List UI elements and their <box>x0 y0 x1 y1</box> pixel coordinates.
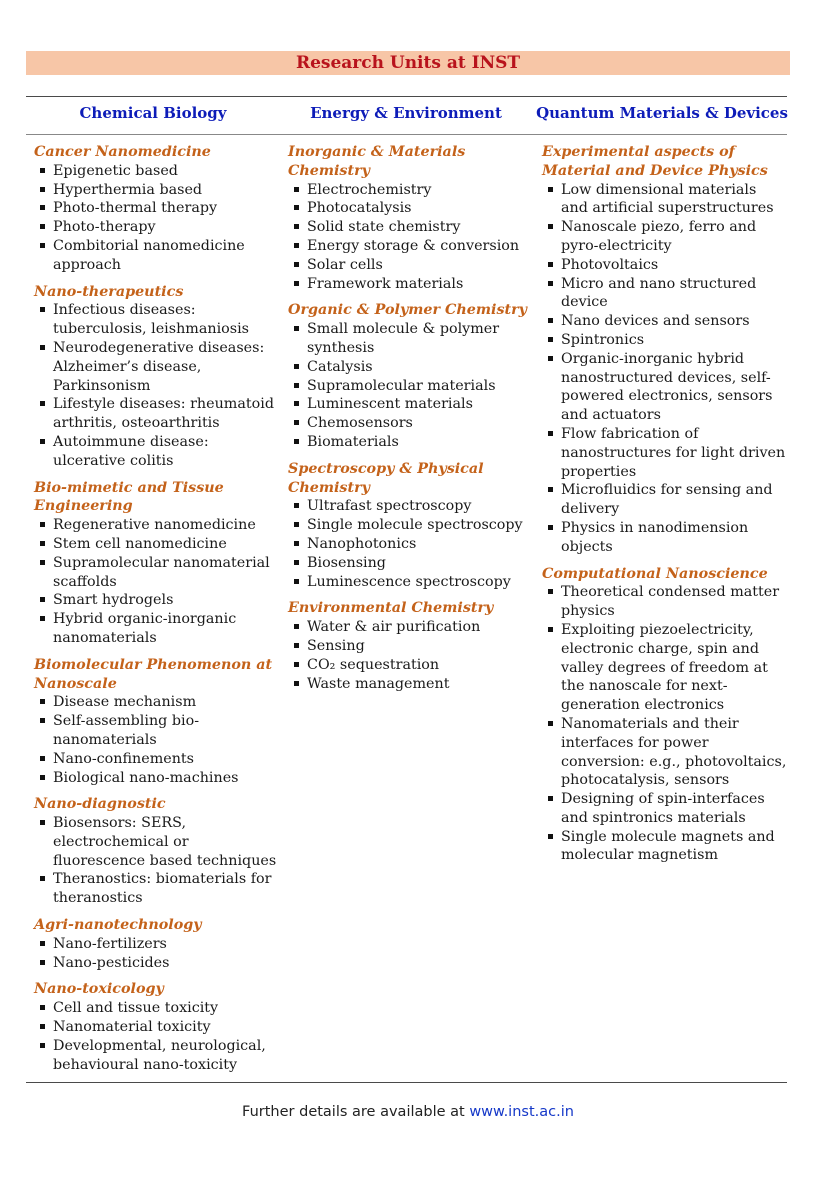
research-group-title: Bio-mimetic and Tissue Engineering <box>34 479 224 515</box>
topic-list <box>34 935 284 973</box>
research-group <box>542 565 787 866</box>
topic-list <box>542 583 787 865</box>
topic-item: Autoimmune disease: ulcerative colitis <box>34 433 284 471</box>
topic-item: Small molecule & polymer synthesis <box>288 320 538 358</box>
page-title-banner <box>26 51 790 75</box>
topic-item: Designing of spin-interfaces and spintronics materials <box>542 790 787 828</box>
topic-item: Biological nano-machines <box>34 769 284 788</box>
research-group <box>34 980 284 1074</box>
topic-item: Single molecule spectroscopy <box>288 516 538 535</box>
topic-item: Neurodegenerative diseases: Alzheimer’s disease, Parkinsonism <box>34 339 284 395</box>
research-group-title: Organic & Polymer Chemistry <box>288 302 527 319</box>
website-link[interactable]: www.inst.ac.in <box>469 1104 574 1120</box>
bottom-divider <box>26 1082 787 1083</box>
topic-item: Regenerative nanomedicine <box>34 516 284 535</box>
column-quantum-materials <box>542 143 787 873</box>
topic-item: Photo-therapy <box>34 218 284 237</box>
topic-item: Nano devices and sensors <box>542 312 787 331</box>
topic-item: Smart hydrogels <box>34 591 284 610</box>
topic-list <box>34 999 284 1074</box>
research-group <box>288 301 538 451</box>
topic-item: Water & air purification <box>288 618 538 637</box>
topic-item: Nanophotonics <box>288 535 538 554</box>
topic-item: Photocatalysis <box>288 199 538 218</box>
topic-item: Epigenetic based <box>34 162 284 181</box>
research-group <box>34 916 284 972</box>
topic-list <box>34 162 284 275</box>
topic-list <box>288 320 538 452</box>
column-heading-energy-environment: Energy & Environment <box>310 104 502 122</box>
topic-item: Ultrafast spectroscopy <box>288 497 538 516</box>
research-group <box>34 479 284 648</box>
topic-item: Photovoltaics <box>542 256 787 275</box>
topic-item: Energy storage & conversion <box>288 237 538 256</box>
topic-item: Disease mechanism <box>34 693 284 712</box>
topic-item: Supramolecular materials <box>288 377 538 396</box>
column-chemical-biology <box>34 143 284 1082</box>
topic-item: Physics in nanodimension objects <box>542 519 787 557</box>
topic-list <box>34 814 284 908</box>
research-group-title: Computational Nanoscience <box>542 565 768 582</box>
topic-item: Luminescence spectroscopy <box>288 573 538 592</box>
research-group-title: Agri-nanotechnology <box>34 917 202 934</box>
topic-item: Supramolecular nanomaterial scaffolds <box>34 554 284 592</box>
topic-list <box>542 181 787 557</box>
topic-item: CO₂ sequestration <box>288 656 538 675</box>
topic-item: Self-assembling bio-nanomaterials <box>34 712 284 750</box>
topic-item: Biosensors: SERS, electrochemical or fluorescence based techniques <box>34 814 284 870</box>
topic-item: Biomaterials <box>288 433 538 452</box>
research-group-title: Spectroscopy & Physical Chemistry <box>288 460 484 496</box>
topic-item: Framework materials <box>288 275 538 294</box>
top-divider <box>26 96 787 97</box>
topic-list <box>288 497 538 591</box>
footer <box>0 1104 816 1120</box>
column-heading-chemical-biology: Chemical Biology <box>79 104 227 122</box>
research-group-title: Nano-therapeutics <box>34 283 184 300</box>
topic-item: Microfluidics for sensing and delivery <box>542 481 787 519</box>
research-group <box>34 143 284 275</box>
topic-item: Luminescent materials <box>288 395 538 414</box>
topic-item: Nanomaterial toxicity <box>34 1018 284 1037</box>
topic-list <box>34 693 284 787</box>
topic-item: Nanoscale piezo, ferro and pyro-electricity <box>542 218 787 256</box>
topic-item: Developmental, neurological, behavioural nano-toxicity <box>34 1037 284 1075</box>
topic-item: Infectious diseases: tuberculosis, leishmaniosis <box>34 301 284 339</box>
topic-item: Lifestyle diseases: rheumatoid arthritis, osteoarthritis <box>34 395 284 433</box>
column-heading-quantum-materials: Quantum Materials & Devices <box>536 104 788 122</box>
topic-item: Low dimensional materials and artificial superstructures <box>542 181 787 219</box>
topic-item: Solar cells <box>288 256 538 275</box>
topic-item: Combitorial nanomedicine approach <box>34 237 284 275</box>
topic-list <box>288 181 538 294</box>
research-group <box>542 143 787 557</box>
research-group-title: Biomolecular Phenomenon at Nanoscale <box>34 656 273 692</box>
topic-item: Solid state chemistry <box>288 218 538 237</box>
research-group <box>288 143 538 293</box>
topic-list <box>34 301 284 470</box>
topic-item: Theranostics: biomaterials for theranostics <box>34 870 284 908</box>
topic-item: Chemosensors <box>288 414 538 433</box>
page-title: Research Units at INST <box>295 53 521 73</box>
topic-list <box>34 516 284 648</box>
topic-item: Nano-pesticides <box>34 954 284 973</box>
topic-item: Nano-fertilizers <box>34 935 284 954</box>
topic-item: Hyperthermia based <box>34 181 284 200</box>
topic-item: Theoretical condensed matter physics <box>542 583 787 621</box>
research-group <box>34 795 284 908</box>
research-group <box>34 283 284 471</box>
topic-item: Single molecule magnets and molecular magnetism <box>542 828 787 866</box>
topic-item: Electrochemistry <box>288 181 538 200</box>
research-group-title: Experimental aspects of Material and Device Physics <box>542 144 768 179</box>
topic-item: Organic-inorganic hybrid nanostructured devices, self-powered electronics, sensors and actuators <box>542 350 787 425</box>
research-group-title: Nano-diagnostic <box>34 796 166 813</box>
topic-item: Stem cell nanomedicine <box>34 535 284 554</box>
topic-list <box>288 618 538 693</box>
topic-item: Waste management <box>288 675 538 694</box>
topic-item: Spintronics <box>542 331 787 350</box>
topic-item: Photo-thermal therapy <box>34 199 284 218</box>
topic-item: Hybrid organic-inorganic nanomaterials <box>34 610 284 648</box>
research-group-title: Environmental Chemistry <box>288 600 494 617</box>
research-group <box>288 599 538 693</box>
topic-item: Sensing <box>288 637 538 656</box>
research-group-title: Cancer Nanomedicine <box>34 144 211 160</box>
topic-item: Biosensing <box>288 554 538 573</box>
topic-item: Micro and nano structured device <box>542 275 787 313</box>
column-energy-environment <box>288 143 538 701</box>
research-group <box>34 656 284 788</box>
research-group <box>288 460 538 592</box>
topic-item: Flow fabrication of nanostructures for light driven properties <box>542 425 787 481</box>
topic-item: Cell and tissue toxicity <box>34 999 284 1018</box>
topic-item: Exploiting piezoelectricity, electronic charge, spin and valley degrees of freedom at the nanoscale for next-generation electronics <box>542 621 787 715</box>
research-group-title: Nano-toxicology <box>34 981 164 998</box>
footer-text: Further details are available at <box>242 1104 465 1120</box>
topic-item: Nano-confinements <box>34 750 284 769</box>
topic-item: Nanomaterials and their interfaces for power conversion: e.g., photovoltaics, photocatalysis, sensors <box>542 715 787 790</box>
topic-item: Catalysis <box>288 358 538 377</box>
research-group-title: Inorganic & Materials Chemistry <box>288 144 466 179</box>
header-divider <box>26 134 787 135</box>
